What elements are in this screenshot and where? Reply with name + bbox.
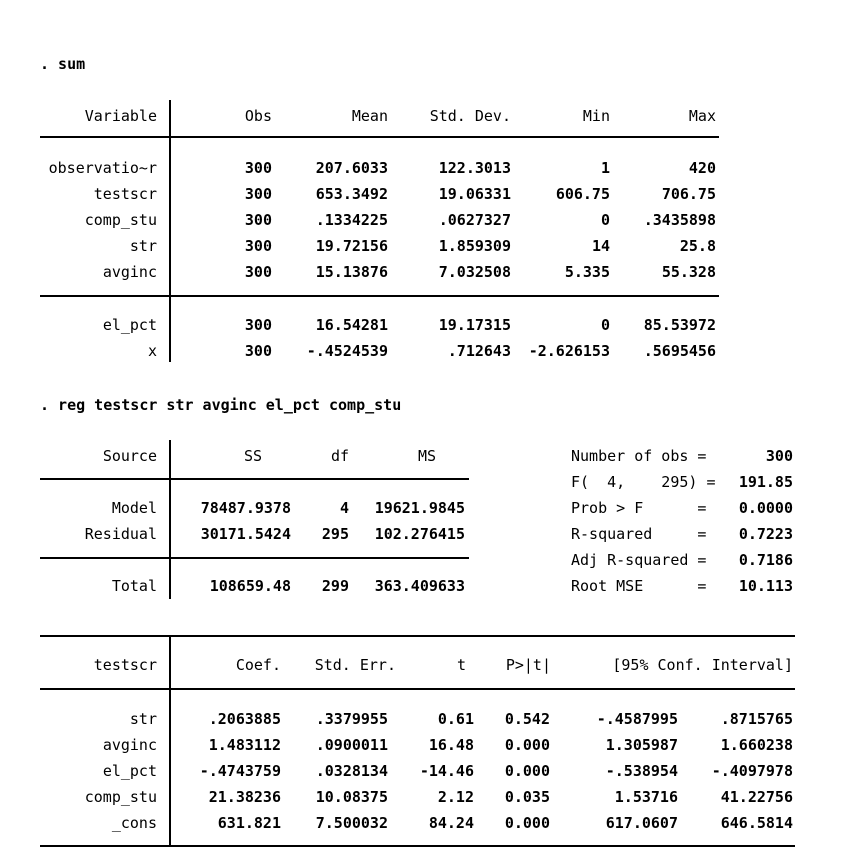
coef-header-t: t bbox=[456, 656, 466, 674]
summary-cell-mean: 207.6033 bbox=[315, 159, 388, 177]
anova-cell-ms: 19621.9845 bbox=[374, 499, 465, 517]
summary-row-label: x bbox=[147, 342, 157, 360]
stat-value: 0.7186 bbox=[738, 551, 793, 569]
coef-bottom-rule bbox=[40, 845, 795, 847]
summary-cell-obs: 300 bbox=[244, 237, 272, 255]
coef-cell-coef: 21.38236 bbox=[208, 788, 281, 806]
summary-cell-std-dev: 1.859309 bbox=[438, 237, 511, 255]
stat-label: Prob > F = bbox=[571, 499, 707, 517]
summary-cell-min: 14 bbox=[591, 237, 610, 255]
summary-cell-obs: 300 bbox=[244, 159, 272, 177]
summary-header-obs: Obs bbox=[244, 107, 272, 125]
coef-row-label: comp_stu bbox=[84, 788, 157, 806]
summary-row-label: el_pct bbox=[102, 316, 157, 334]
anova-cell-ss: 78487.9378 bbox=[200, 499, 291, 517]
summary-cell-mean: 15.13876 bbox=[315, 263, 388, 281]
summary-cell-mean: -.4524539 bbox=[306, 342, 388, 360]
coef-cell-t: 16.48 bbox=[428, 736, 474, 754]
coef-cell-t: 2.12 bbox=[437, 788, 474, 806]
anova-header-source: Source bbox=[102, 447, 157, 465]
anova-cell-df: 295 bbox=[321, 525, 349, 543]
coef-row-label: _cons bbox=[111, 814, 157, 832]
summary-cell-obs: 300 bbox=[244, 211, 272, 229]
summary-cell-min: 0 bbox=[600, 316, 610, 334]
stat-label: R-squared = bbox=[571, 525, 707, 543]
summary-cell-obs: 300 bbox=[244, 316, 272, 334]
anova-header-ss: SS bbox=[243, 447, 263, 465]
stat-value: 0.0000 bbox=[738, 499, 793, 517]
summary-row-label: str bbox=[129, 237, 157, 255]
summary-cell-std-dev: 19.06331 bbox=[438, 185, 511, 203]
coef-cell-std-err: .3379955 bbox=[315, 710, 388, 728]
coef-header-rule bbox=[40, 688, 795, 690]
anova-header-ms: MS bbox=[417, 447, 437, 465]
summary-cell-max: 706.75 bbox=[661, 185, 716, 203]
coef-top-rule bbox=[40, 635, 795, 637]
summary-cell-obs: 300 bbox=[244, 342, 272, 360]
summary-cell-mean: 653.3492 bbox=[315, 185, 388, 203]
sum-command: . sum bbox=[40, 55, 86, 73]
anova-cell-ss: 30171.5424 bbox=[200, 525, 291, 543]
anova-total-rule bbox=[40, 557, 469, 559]
summary-cell-std-dev: 7.032508 bbox=[438, 263, 511, 281]
summary-cell-std-dev: 19.17315 bbox=[438, 316, 511, 334]
summary-row-label: observatio~r bbox=[48, 159, 157, 177]
coef-row-label: str bbox=[129, 710, 157, 728]
stat-value: 10.113 bbox=[738, 577, 793, 595]
summary-cell-min: 0 bbox=[600, 211, 610, 229]
coef-row-label: avginc bbox=[102, 736, 157, 754]
coef-header-p-value: P>|t| bbox=[505, 656, 551, 674]
coef-cell-coef: .2063885 bbox=[208, 710, 281, 728]
summary-row-label: comp_stu bbox=[84, 211, 157, 229]
anova-total-label: Total bbox=[111, 577, 157, 595]
coef-cell-std-err: 10.08375 bbox=[315, 788, 388, 806]
anova-header-rule bbox=[40, 478, 469, 480]
stat-value: 300 bbox=[765, 447, 793, 465]
coef-cell-ci-low: 617.0607 bbox=[605, 814, 678, 832]
anova-header-df: df bbox=[330, 447, 350, 465]
summary-cell-obs: 300 bbox=[244, 263, 272, 281]
summary-cell-std-dev: 122.3013 bbox=[438, 159, 511, 177]
coef-row-label: el_pct bbox=[102, 762, 157, 780]
summary-cell-std-dev: .712643 bbox=[447, 342, 511, 360]
summary-group-separator bbox=[40, 295, 719, 297]
coef-cell-ci-low: -.4587995 bbox=[596, 710, 678, 728]
coef-cell-std-err: 7.500032 bbox=[315, 814, 388, 832]
coef-cell-ci-high: 646.5814 bbox=[720, 814, 793, 832]
anova-divider-vertical bbox=[169, 440, 171, 599]
coef-cell-coef: -.4743759 bbox=[199, 762, 281, 780]
summary-cell-mean: .1334225 bbox=[315, 211, 388, 229]
stat-label: Adj R-squared = bbox=[571, 551, 707, 569]
coef-cell-p-value: 0.035 bbox=[504, 788, 550, 806]
coef-header-std-err: Std. Err. bbox=[314, 656, 396, 674]
coef-cell-ci-low: 1.53716 bbox=[614, 788, 678, 806]
summary-header-mean: Mean bbox=[351, 107, 388, 125]
coef-cell-ci-high: 41.22756 bbox=[720, 788, 793, 806]
coef-cell-t: 84.24 bbox=[428, 814, 474, 832]
summary-cell-obs: 300 bbox=[244, 185, 272, 203]
stat-label: F( 4, 295) = bbox=[571, 473, 716, 491]
reg-command: . reg testscr str avginc el_pct comp_stu bbox=[40, 396, 402, 414]
anova-total-df: 299 bbox=[321, 577, 349, 595]
coef-cell-t: -14.46 bbox=[419, 762, 474, 780]
coef-cell-p-value: 0.000 bbox=[504, 762, 550, 780]
summary-cell-min: 606.75 bbox=[555, 185, 610, 203]
summary-header-std-dev: Std. Dev. bbox=[429, 107, 511, 125]
anova-cell-df: 4 bbox=[339, 499, 349, 517]
stat-value: 0.7223 bbox=[738, 525, 793, 543]
coef-cell-p-value: 0.542 bbox=[504, 710, 550, 728]
summary-cell-max: .3435898 bbox=[643, 211, 716, 229]
coef-cell-ci-high: 1.660238 bbox=[720, 736, 793, 754]
coef-cell-std-err: .0328134 bbox=[315, 762, 388, 780]
coef-header-coef: Coef. bbox=[235, 656, 281, 674]
anova-cell-ms: 102.276415 bbox=[374, 525, 465, 543]
coef-header-conf-interval: [95% Conf. Interval] bbox=[612, 656, 793, 674]
coef-cell-coef: 631.821 bbox=[217, 814, 281, 832]
coef-cell-coef: 1.483112 bbox=[208, 736, 281, 754]
summary-cell-mean: 19.72156 bbox=[315, 237, 388, 255]
anova-row-label: Residual bbox=[84, 525, 157, 543]
summary-cell-max: 55.328 bbox=[661, 263, 716, 281]
coef-cell-t: 0.61 bbox=[437, 710, 474, 728]
coef-cell-p-value: 0.000 bbox=[504, 736, 550, 754]
summary-cell-max: 25.8 bbox=[679, 237, 716, 255]
anova-total-ms: 363.409633 bbox=[374, 577, 465, 595]
summary-header-max: Max bbox=[688, 107, 716, 125]
summary-cell-min: 1 bbox=[600, 159, 610, 177]
stat-label: Root MSE = bbox=[571, 577, 707, 595]
coef-header-testscr: testscr bbox=[93, 656, 157, 674]
summary-cell-std-dev: .0627327 bbox=[438, 211, 511, 229]
coef-cell-ci-high: -.4097978 bbox=[711, 762, 793, 780]
coef-cell-std-err: .0900011 bbox=[315, 736, 388, 754]
summary-cell-min: -2.626153 bbox=[528, 342, 610, 360]
summary-cell-max: 85.53972 bbox=[643, 316, 716, 334]
coef-cell-ci-high: .8715765 bbox=[720, 710, 793, 728]
coef-cell-p-value: 0.000 bbox=[504, 814, 550, 832]
summary-header-variable: Variable bbox=[84, 107, 157, 125]
stat-label: Number of obs = bbox=[571, 447, 707, 465]
summary-cell-min: 5.335 bbox=[564, 263, 610, 281]
summary-cell-mean: 16.54281 bbox=[315, 316, 388, 334]
stat-value: 191.85 bbox=[738, 473, 793, 491]
anova-total-ss: 108659.48 bbox=[209, 577, 291, 595]
anova-row-label: Model bbox=[111, 499, 157, 517]
summary-cell-max: 420 bbox=[688, 159, 716, 177]
coef-cell-ci-low: -.538954 bbox=[605, 762, 678, 780]
summary-cell-max: .5695456 bbox=[643, 342, 716, 360]
summary-row-label: avginc bbox=[102, 263, 157, 281]
summary-row-label: testscr bbox=[93, 185, 157, 203]
coef-cell-ci-low: 1.305987 bbox=[605, 736, 678, 754]
summary-header-min: Min bbox=[582, 107, 610, 125]
summary-header-rule bbox=[40, 136, 719, 138]
